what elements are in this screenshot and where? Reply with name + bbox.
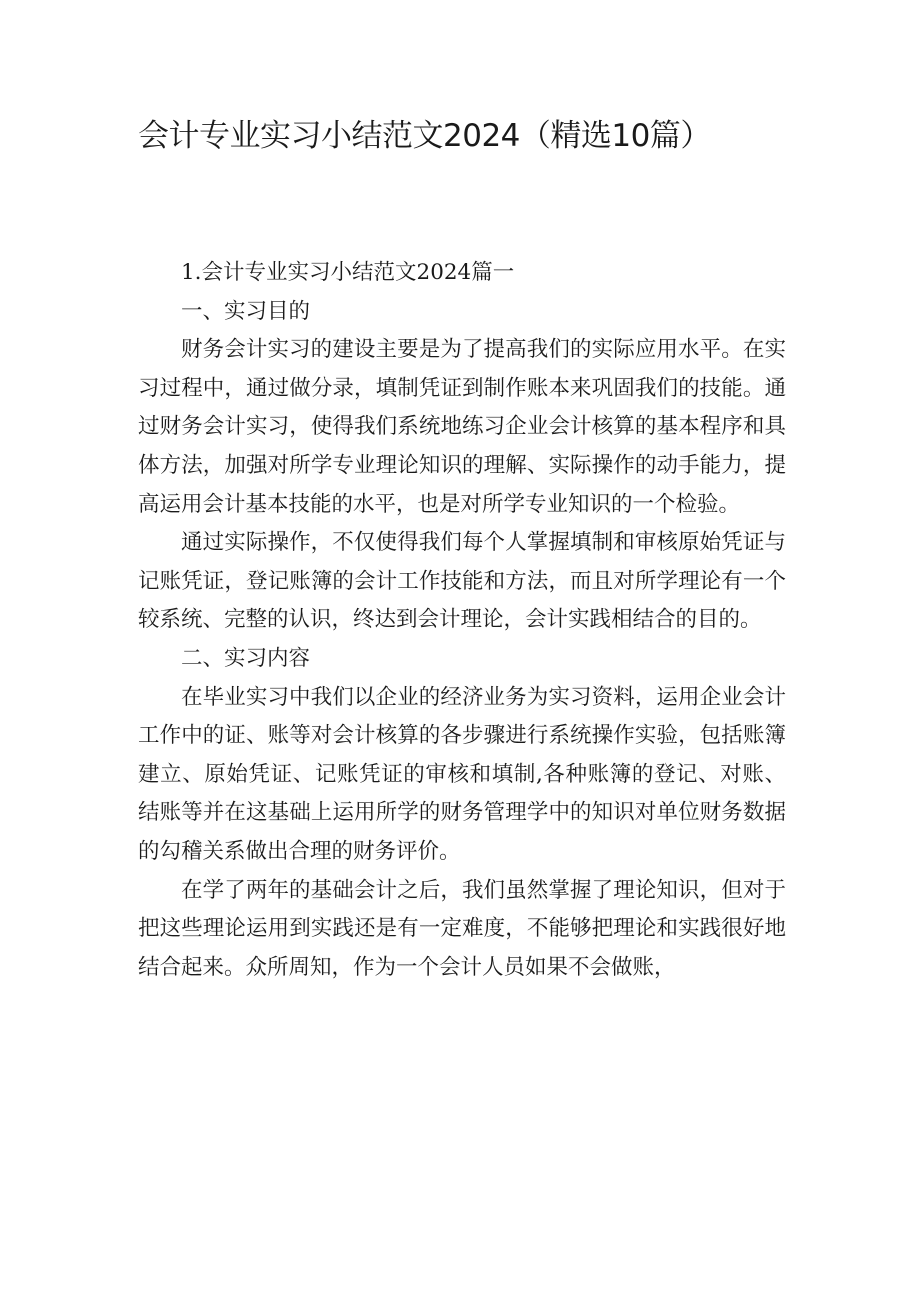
part1-heading: 一、实习目的 bbox=[181, 298, 311, 324]
paragraph: 通过实际操作，不仅使得我们每个人掌握填制和审核原始凭证与记账凭证，登记账簿的会计工作技能和方法，而且对所学理论有一个较系统、完整的认识，终达到会计理论，会计实践相结合的目的。 bbox=[138, 530, 786, 633]
paragraph: 在学了两年的基础会计之后，我们虽然掌握了理论知识，但对于把这些理论运用到实践还是有一定难度，不能够把理论和实践很好地结合起来。众所周知，作为一个会计人员如果不会做账， bbox=[138, 877, 786, 980]
part2-heading: 二、实习内容 bbox=[181, 645, 311, 671]
section-heading: 1.会计专业实习小结范文2024篇一 bbox=[181, 260, 515, 285]
paragraph: 在毕业实习中我们以企业的经济业务为实习资料，运用企业会计工作中的证、账等对会计核算的各步骤进行系统操作实验，包括账簿建立、原始凭证、记账凭证的审核和填制,各种账簿的登记、对账、结账等并在这基础上运用所学的财务管理学中的知识对单位财务数据的勾稽关系做出合理的财务评价。 bbox=[138, 684, 786, 864]
document-body bbox=[138, 254, 786, 987]
paragraph: 财务会计实习的建设主要是为了提高我们的实际应用水平。在实习过程中，通过做分录，填制凭证到制作账本来巩固我们的技能。通过财务会计实习，使得我们系统地练习企业会计核算的基本程序和具体方法，加强对所学专业理论知识的理解、实际操作的动手能力，提高运用会计基本技能的水平，也是对所学专业知识的一个检验。 bbox=[138, 337, 786, 517]
document-title: 会计专业实习小结范文2024（精选10篇） bbox=[138, 118, 711, 154]
